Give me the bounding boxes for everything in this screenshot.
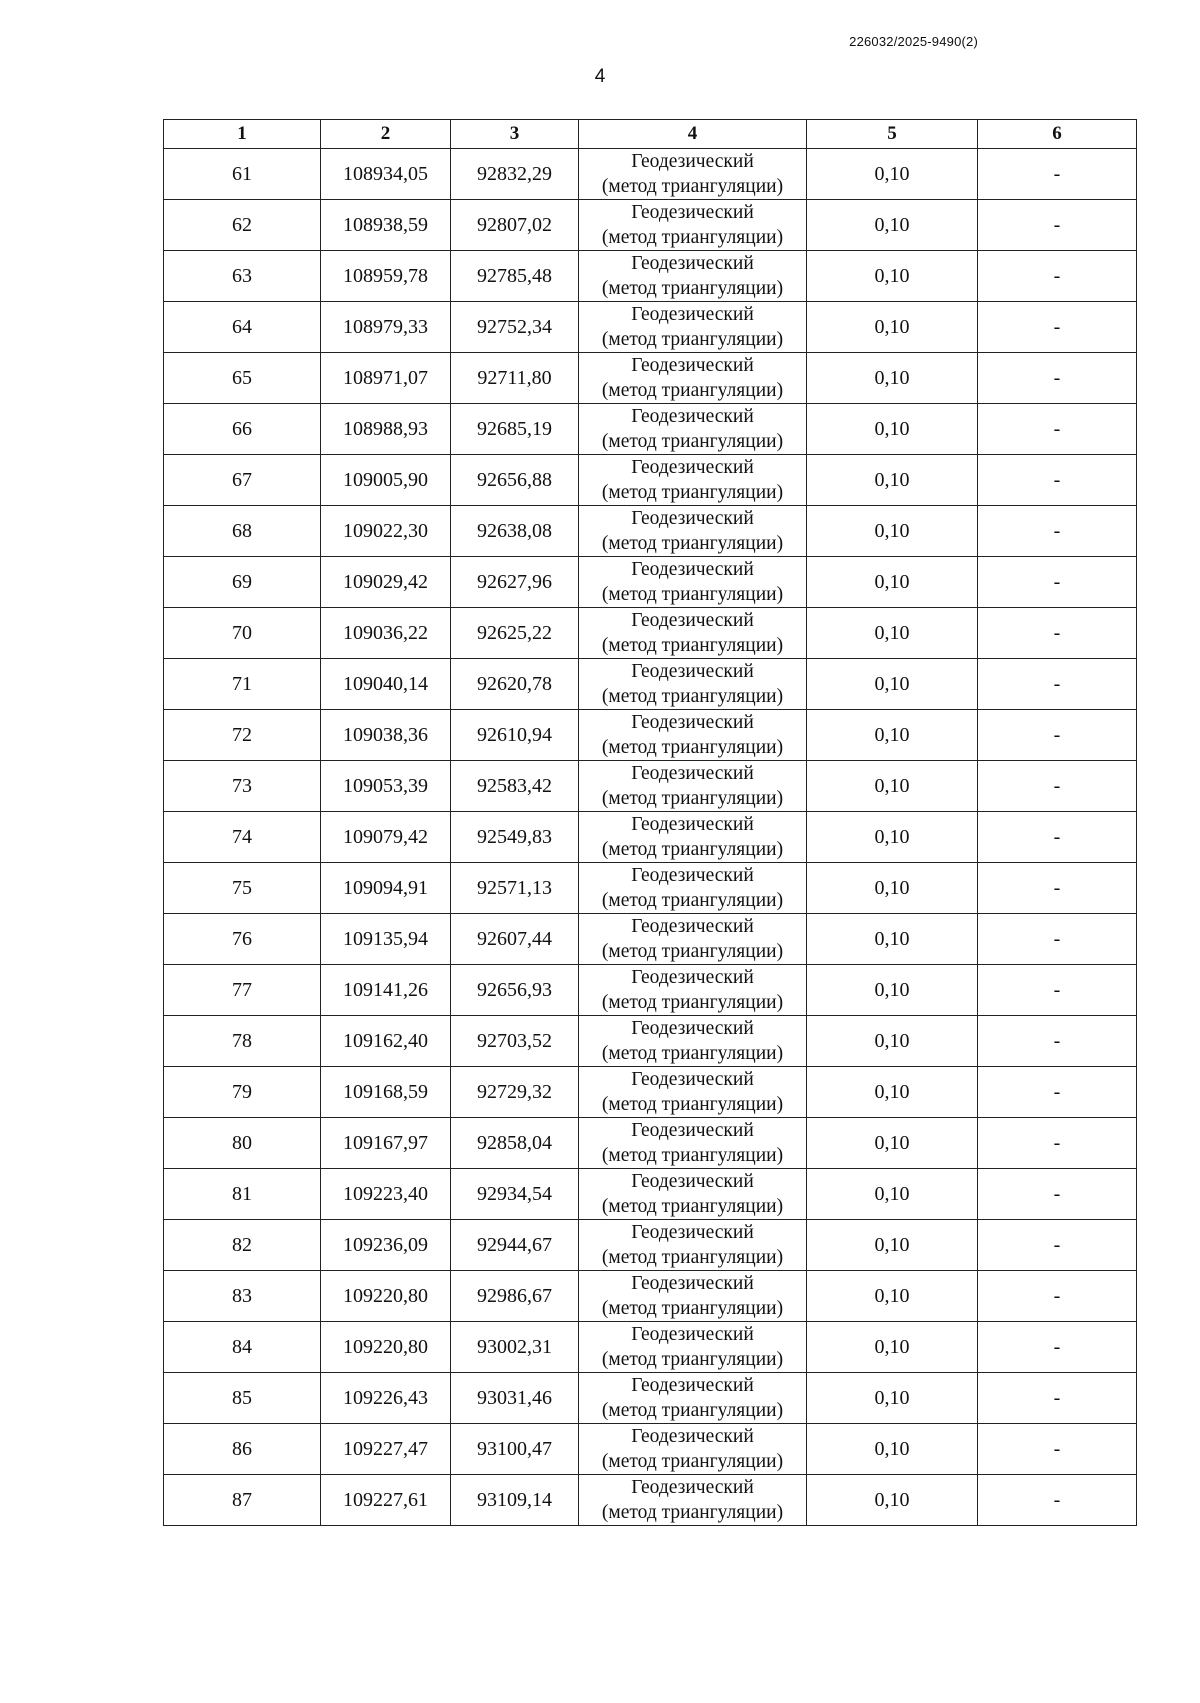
accuracy-cell: 0,10: [807, 1271, 978, 1322]
method-line-2: (метод триангуляции): [601, 380, 784, 401]
method-line-1: Геодезический: [631, 406, 754, 427]
table-row: [164, 914, 1137, 965]
note-cell: -: [978, 710, 1137, 761]
method-line-1: Геодезический: [631, 610, 754, 631]
method-line-2: (метод триангуляции): [601, 329, 784, 350]
coordinate-x-cell: 109227,47: [321, 1424, 451, 1475]
point-number-cell: 65: [164, 353, 321, 404]
method-line-1: Геодезический: [631, 916, 754, 937]
method-line-1: Геодезический: [631, 253, 754, 274]
method-line-2: (метод триангуляции): [601, 1094, 784, 1115]
method-line-1: Геодезический: [631, 1171, 754, 1192]
note-cell: -: [978, 1373, 1137, 1424]
point-number-cell: 79: [164, 1067, 321, 1118]
table-row: [164, 1424, 1137, 1475]
point-number-cell: 71: [164, 659, 321, 710]
accuracy-cell: 0,10: [807, 506, 978, 557]
coordinate-x-cell: 109038,36: [321, 710, 451, 761]
accuracy-cell: 0,10: [807, 812, 978, 863]
point-number-cell: 70: [164, 608, 321, 659]
method-cell: [579, 1016, 807, 1067]
table-row: [164, 149, 1137, 200]
point-number-cell: 69: [164, 557, 321, 608]
table-row: [164, 1475, 1137, 1526]
method-cell: [579, 812, 807, 863]
method-line-2: (метод триангуляции): [601, 1451, 784, 1472]
method-cell: [579, 659, 807, 710]
column-header: 4: [579, 120, 807, 149]
coordinate-x-cell: 109079,42: [321, 812, 451, 863]
note-cell: -: [978, 404, 1137, 455]
coordinate-y-cell: 92656,88: [451, 455, 579, 506]
accuracy-cell: 0,10: [807, 761, 978, 812]
method-line-1: Геодезический: [631, 1120, 754, 1141]
column-header: 2: [321, 120, 451, 149]
note-cell: -: [978, 659, 1137, 710]
accuracy-cell: 0,10: [807, 404, 978, 455]
coordinate-y-cell: 92625,22: [451, 608, 579, 659]
note-cell: -: [978, 863, 1137, 914]
table-row: [164, 812, 1137, 863]
note-cell: -: [978, 761, 1137, 812]
coordinate-y-cell: 92703,52: [451, 1016, 579, 1067]
accuracy-cell: 0,10: [807, 863, 978, 914]
coordinate-x-cell: 109168,59: [321, 1067, 451, 1118]
method-cell: [579, 914, 807, 965]
coordinate-x-cell: 109053,39: [321, 761, 451, 812]
page-number: 4: [594, 66, 606, 87]
method-line-2: (метод триангуляции): [601, 839, 784, 860]
method-cell: [579, 1271, 807, 1322]
note-cell: -: [978, 353, 1137, 404]
point-number-cell: 75: [164, 863, 321, 914]
table-body: [164, 149, 1137, 1526]
table-row: [164, 659, 1137, 710]
method-line-2: (метод триангуляции): [601, 635, 784, 656]
coordinate-y-cell: 93100,47: [451, 1424, 579, 1475]
method-line-2: (метод триангуляции): [601, 788, 784, 809]
point-number-cell: 78: [164, 1016, 321, 1067]
coordinate-y-cell: 92583,42: [451, 761, 579, 812]
table-row: [164, 710, 1137, 761]
accuracy-cell: 0,10: [807, 914, 978, 965]
method-cell: [579, 455, 807, 506]
note-cell: -: [978, 1220, 1137, 1271]
table-row: [164, 863, 1137, 914]
method-line-1: Геодезический: [631, 712, 754, 733]
coordinate-y-cell: 92549,83: [451, 812, 579, 863]
method-line-2: (метод триангуляции): [601, 1298, 784, 1319]
coordinate-y-cell: 92607,44: [451, 914, 579, 965]
method-line-2: (метод триангуляции): [601, 227, 784, 248]
coordinate-y-cell: 92627,96: [451, 557, 579, 608]
note-cell: -: [978, 1067, 1137, 1118]
accuracy-cell: 0,10: [807, 557, 978, 608]
column-header: 3: [451, 120, 579, 149]
method-line-2: (метод триангуляции): [601, 1196, 784, 1217]
table-row: [164, 353, 1137, 404]
point-number-cell: 64: [164, 302, 321, 353]
note-cell: -: [978, 1169, 1137, 1220]
table-row: [164, 302, 1137, 353]
point-number-cell: 84: [164, 1322, 321, 1373]
coordinate-x-cell: 108938,59: [321, 200, 451, 251]
coordinate-y-cell: 92807,02: [451, 200, 579, 251]
point-number-cell: 66: [164, 404, 321, 455]
coordinate-x-cell: 109226,43: [321, 1373, 451, 1424]
coordinate-x-cell: 109135,94: [321, 914, 451, 965]
accuracy-cell: 0,10: [807, 1475, 978, 1526]
coordinate-y-cell: 92944,67: [451, 1220, 579, 1271]
coordinate-x-cell: 109040,14: [321, 659, 451, 710]
table-header: [164, 120, 1137, 149]
method-line-2: (метод триангуляции): [601, 686, 784, 707]
point-number-cell: 77: [164, 965, 321, 1016]
table-row: [164, 404, 1137, 455]
coordinate-y-cell: 92832,29: [451, 149, 579, 200]
method-line-1: Геодезический: [631, 151, 754, 172]
table-row: [164, 1169, 1137, 1220]
point-number-cell: 63: [164, 251, 321, 302]
method-cell: [579, 302, 807, 353]
accuracy-cell: 0,10: [807, 1424, 978, 1475]
note-cell: -: [978, 455, 1137, 506]
method-line-2: (метод триангуляции): [601, 1145, 784, 1166]
coordinate-y-cell: 92610,94: [451, 710, 579, 761]
accuracy-cell: 0,10: [807, 659, 978, 710]
table-row: [164, 1373, 1137, 1424]
point-number-cell: 62: [164, 200, 321, 251]
coordinate-y-cell: 92785,48: [451, 251, 579, 302]
coordinate-x-cell: 109141,26: [321, 965, 451, 1016]
method-line-2: (метод триангуляции): [601, 584, 784, 605]
method-cell: [579, 251, 807, 302]
coordinate-y-cell: 93031,46: [451, 1373, 579, 1424]
method-line-1: Геодезический: [631, 1069, 754, 1090]
method-line-2: (метод триангуляции): [601, 176, 784, 197]
method-line-1: Геодезический: [631, 967, 754, 988]
method-line-1: Геодезический: [631, 1375, 754, 1396]
coordinate-x-cell: 109220,80: [321, 1322, 451, 1373]
method-line-2: (метод триангуляции): [601, 1247, 784, 1268]
note-cell: -: [978, 506, 1137, 557]
coordinate-y-cell: 92656,93: [451, 965, 579, 1016]
note-cell: -: [978, 608, 1137, 659]
table-row: [164, 1322, 1137, 1373]
coordinate-y-cell: 92752,34: [451, 302, 579, 353]
coordinate-y-cell: 92934,54: [451, 1169, 579, 1220]
point-number-cell: 87: [164, 1475, 321, 1526]
coordinate-x-cell: 108971,07: [321, 353, 451, 404]
method-line-1: Геодезический: [631, 1273, 754, 1294]
method-cell: [579, 1169, 807, 1220]
method-cell: [579, 1118, 807, 1169]
method-line-1: Геодезический: [631, 1222, 754, 1243]
method-line-1: Геодезический: [631, 1477, 754, 1498]
method-cell: [579, 353, 807, 404]
coordinate-x-cell: 109167,97: [321, 1118, 451, 1169]
method-line-1: Геодезический: [631, 1426, 754, 1447]
table-row: [164, 251, 1137, 302]
point-number-cell: 82: [164, 1220, 321, 1271]
method-line-2: (метод триангуляции): [601, 992, 784, 1013]
method-cell: [579, 200, 807, 251]
method-line-2: (метод триангуляции): [601, 1400, 784, 1421]
table-row: [164, 761, 1137, 812]
method-cell: [579, 557, 807, 608]
table-row: [164, 1220, 1137, 1271]
note-cell: -: [978, 1322, 1137, 1373]
point-number-cell: 85: [164, 1373, 321, 1424]
point-number-cell: 74: [164, 812, 321, 863]
method-cell: [579, 1220, 807, 1271]
note-cell: -: [978, 1475, 1137, 1526]
accuracy-cell: 0,10: [807, 353, 978, 404]
coordinate-y-cell: 92729,32: [451, 1067, 579, 1118]
coordinate-x-cell: 108934,05: [321, 149, 451, 200]
accuracy-cell: 0,10: [807, 455, 978, 506]
method-line-1: Геодезический: [631, 1018, 754, 1039]
note-cell: -: [978, 1271, 1137, 1322]
accuracy-cell: 0,10: [807, 1322, 978, 1373]
note-cell: -: [978, 302, 1137, 353]
point-number-cell: 83: [164, 1271, 321, 1322]
method-line-2: (метод триангуляции): [601, 482, 784, 503]
note-cell: -: [978, 200, 1137, 251]
coordinate-x-cell: 109029,42: [321, 557, 451, 608]
coordinate-y-cell: 92711,80: [451, 353, 579, 404]
method-line-2: (метод триангуляции): [601, 890, 784, 911]
method-line-2: (метод триангуляции): [601, 1502, 784, 1523]
method-line-1: Геодезический: [631, 763, 754, 784]
method-line-1: Геодезический: [631, 202, 754, 223]
note-cell: -: [978, 557, 1137, 608]
coordinate-x-cell: 109220,80: [321, 1271, 451, 1322]
method-cell: [579, 710, 807, 761]
header-row: [164, 120, 1137, 149]
column-header: 5: [807, 120, 978, 149]
coordinate-x-cell: 109036,22: [321, 608, 451, 659]
accuracy-cell: 0,10: [807, 302, 978, 353]
accuracy-cell: 0,10: [807, 1016, 978, 1067]
point-number-cell: 72: [164, 710, 321, 761]
point-number-cell: 86: [164, 1424, 321, 1475]
table-row: [164, 608, 1137, 659]
note-cell: -: [978, 1016, 1137, 1067]
method-line-1: Геодезический: [631, 559, 754, 580]
table-row: [164, 1067, 1137, 1118]
method-cell: [579, 149, 807, 200]
accuracy-cell: 0,10: [807, 1373, 978, 1424]
note-cell: -: [978, 812, 1137, 863]
method-line-1: Геодезический: [631, 304, 754, 325]
coordinate-y-cell: 93109,14: [451, 1475, 579, 1526]
coordinate-y-cell: 93002,31: [451, 1322, 579, 1373]
coordinate-x-cell: 109236,09: [321, 1220, 451, 1271]
method-line-1: Геодезический: [631, 355, 754, 376]
coordinate-y-cell: 92986,67: [451, 1271, 579, 1322]
point-number-cell: 67: [164, 455, 321, 506]
note-cell: -: [978, 914, 1137, 965]
accuracy-cell: 0,10: [807, 710, 978, 761]
coordinate-x-cell: 108959,78: [321, 251, 451, 302]
point-number-cell: 80: [164, 1118, 321, 1169]
method-cell: [579, 506, 807, 557]
method-cell: [579, 965, 807, 1016]
document-id: 226032/2025-9490(2): [849, 34, 978, 49]
method-cell: [579, 1475, 807, 1526]
accuracy-cell: 0,10: [807, 1067, 978, 1118]
accuracy-cell: 0,10: [807, 251, 978, 302]
table-row: [164, 200, 1137, 251]
coordinate-x-cell: 109022,30: [321, 506, 451, 557]
method-line-2: (метод триангуляции): [601, 533, 784, 554]
method-cell: [579, 608, 807, 659]
point-number-cell: 76: [164, 914, 321, 965]
point-number-cell: 68: [164, 506, 321, 557]
coordinates-table: [163, 119, 1137, 1526]
coordinate-y-cell: 92620,78: [451, 659, 579, 710]
method-cell: [579, 404, 807, 455]
table-row: [164, 455, 1137, 506]
accuracy-cell: 0,10: [807, 1169, 978, 1220]
coordinate-y-cell: 92858,04: [451, 1118, 579, 1169]
note-cell: -: [978, 251, 1137, 302]
method-line-2: (метод триангуляции): [601, 737, 784, 758]
method-line-2: (метод триангуляции): [601, 278, 784, 299]
table-row: [164, 1118, 1137, 1169]
note-cell: -: [978, 965, 1137, 1016]
table-row: [164, 506, 1137, 557]
coordinate-y-cell: 92685,19: [451, 404, 579, 455]
method-line-1: Геодезический: [631, 457, 754, 478]
method-line-1: Геодезический: [631, 508, 754, 529]
note-cell: -: [978, 149, 1137, 200]
coordinate-x-cell: 109162,40: [321, 1016, 451, 1067]
method-line-2: (метод триангуляции): [601, 941, 784, 962]
accuracy-cell: 0,10: [807, 965, 978, 1016]
note-cell: -: [978, 1424, 1137, 1475]
point-number-cell: 61: [164, 149, 321, 200]
coordinate-x-cell: 108988,93: [321, 404, 451, 455]
method-cell: [579, 863, 807, 914]
method-line-2: (метод триангуляции): [601, 1043, 784, 1064]
coordinate-x-cell: 109223,40: [321, 1169, 451, 1220]
coordinate-y-cell: 92638,08: [451, 506, 579, 557]
method-line-2: (метод триангуляции): [601, 431, 784, 452]
method-cell: [579, 761, 807, 812]
column-header: 1: [164, 120, 321, 149]
method-line-1: Геодезический: [631, 814, 754, 835]
accuracy-cell: 0,10: [807, 200, 978, 251]
method-line-1: Геодезический: [631, 661, 754, 682]
table-row: [164, 965, 1137, 1016]
accuracy-cell: 0,10: [807, 1118, 978, 1169]
accuracy-cell: 0,10: [807, 608, 978, 659]
method-cell: [579, 1067, 807, 1118]
coordinate-x-cell: 109005,90: [321, 455, 451, 506]
method-line-1: Геодезический: [631, 865, 754, 886]
table-row: [164, 1016, 1137, 1067]
table-row: [164, 1271, 1137, 1322]
method-line-2: (метод триангуляции): [601, 1349, 784, 1370]
note-cell: -: [978, 1118, 1137, 1169]
coordinate-y-cell: 92571,13: [451, 863, 579, 914]
coordinate-x-cell: 108979,33: [321, 302, 451, 353]
point-number-cell: 73: [164, 761, 321, 812]
method-cell: [579, 1373, 807, 1424]
method-cell: [579, 1322, 807, 1373]
table-row: [164, 557, 1137, 608]
accuracy-cell: 0,10: [807, 1220, 978, 1271]
method-cell: [579, 1424, 807, 1475]
coordinate-x-cell: 109094,91: [321, 863, 451, 914]
accuracy-cell: 0,10: [807, 149, 978, 200]
column-header: 6: [978, 120, 1137, 149]
point-number-cell: 81: [164, 1169, 321, 1220]
coordinate-x-cell: 109227,61: [321, 1475, 451, 1526]
method-line-1: Геодезический: [631, 1324, 754, 1345]
